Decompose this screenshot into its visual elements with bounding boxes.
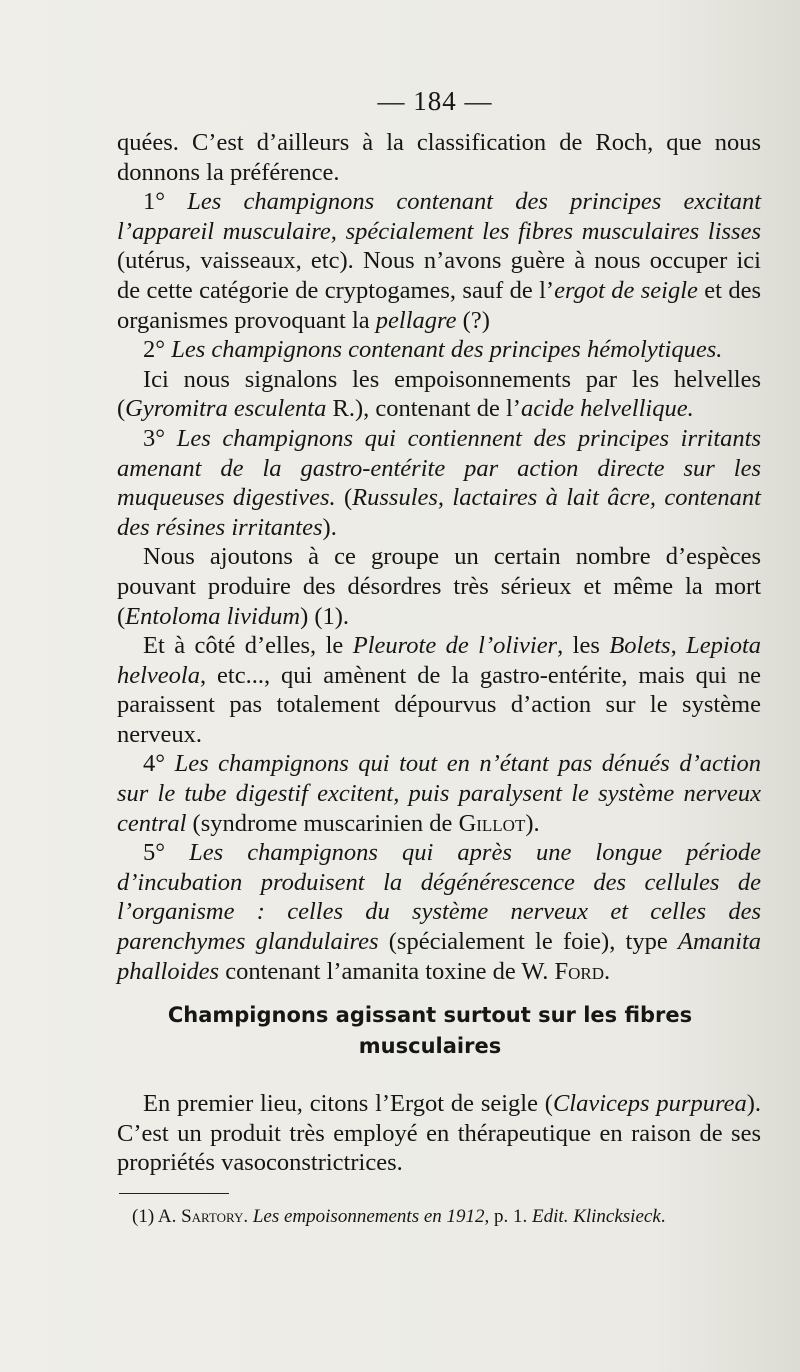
paragraph-ergot: En premier lieu, citons l’Ergot de seigle (Claviceps purpurea). C’est un produit très employé en thérapeutique en raison de ses propriétés vasoconstrictrices. [117,1090,761,1177]
paragraph-category-2: 2° Les champignons contenant des principes hémolytiques. [143,336,723,364]
paragraph-category-5: 5° Les champignons qui après une longue période d’incubation produisent la dégénérescence des cellules de l’organisme : celles du système nerveux et celles des parenchymes glandulaires (spécialement le foie), type Amanita phalloides contenant l’amanita toxine de W. Ford. [117,839,762,985]
footnote: (1) A. Sartory. Les empoisonnements en 1912, p. 1. Edit. Klincksieck. [132,1206,666,1227]
paragraph-additions: Nous ajoutons à ce groupe un certain nombre d’espèces pouvant produire des désordres très sérieux et même la mort (Entoloma lividum) (1). [117,543,761,630]
paragraph-helvelles: Ici nous signalons les empoisonnements par les helvelles (Gyromitra esculenta R.), contenant de l’acide helvellique. [117,365,761,423]
paragraph-category-3: 3° Les champignons qui contiennent des principes irritants amenant de la gastro-entérite par action directe sur les muqueuses digestives. (Russules, lactaires à lait âcre, contenant des résines irritantes). [117,424,761,541]
paragraph-continuation: quées. C’est d’ailleurs à la classification de Roch, que nous donnons la préférence. [117,129,761,186]
page-number: — 184 — [377,86,493,116]
paragraph-category-1: 1° Les champignons contenant des principes excitant l’appareil musculaire, spécialement les fibres musculaires lisses (utérus, vaisseaux, etc). Nous n’avons guère à nous occuper ici de cette catégorie de cryptogames, sauf de l’ergot de seigle et des organismes provoquant la pellagre (?) [117,188,762,334]
footnote-divider [119,1193,229,1194]
section-text [117,1089,761,1178]
paragraph-other-species: Et à côté d’elles, le Pleurote de l’olivier, les Bolets, Lepiota helveola, etc..., qui amènent de la gastro-entérite, mais qui ne paraissent pas totalement dépourvus d’action sur le système nerveux. [117,632,762,748]
body-text [117,128,761,986]
section-heading: Champignons agissant surtout sur les fibres musculaires [167,1003,693,1058]
paragraph-category-4: 4° Les champignons qui tout en n’étant pas dénués d’action sur le tube digestif excitent, puis paralysent le système nerveux central (syndrome muscarinien de Gillot). [117,750,761,837]
